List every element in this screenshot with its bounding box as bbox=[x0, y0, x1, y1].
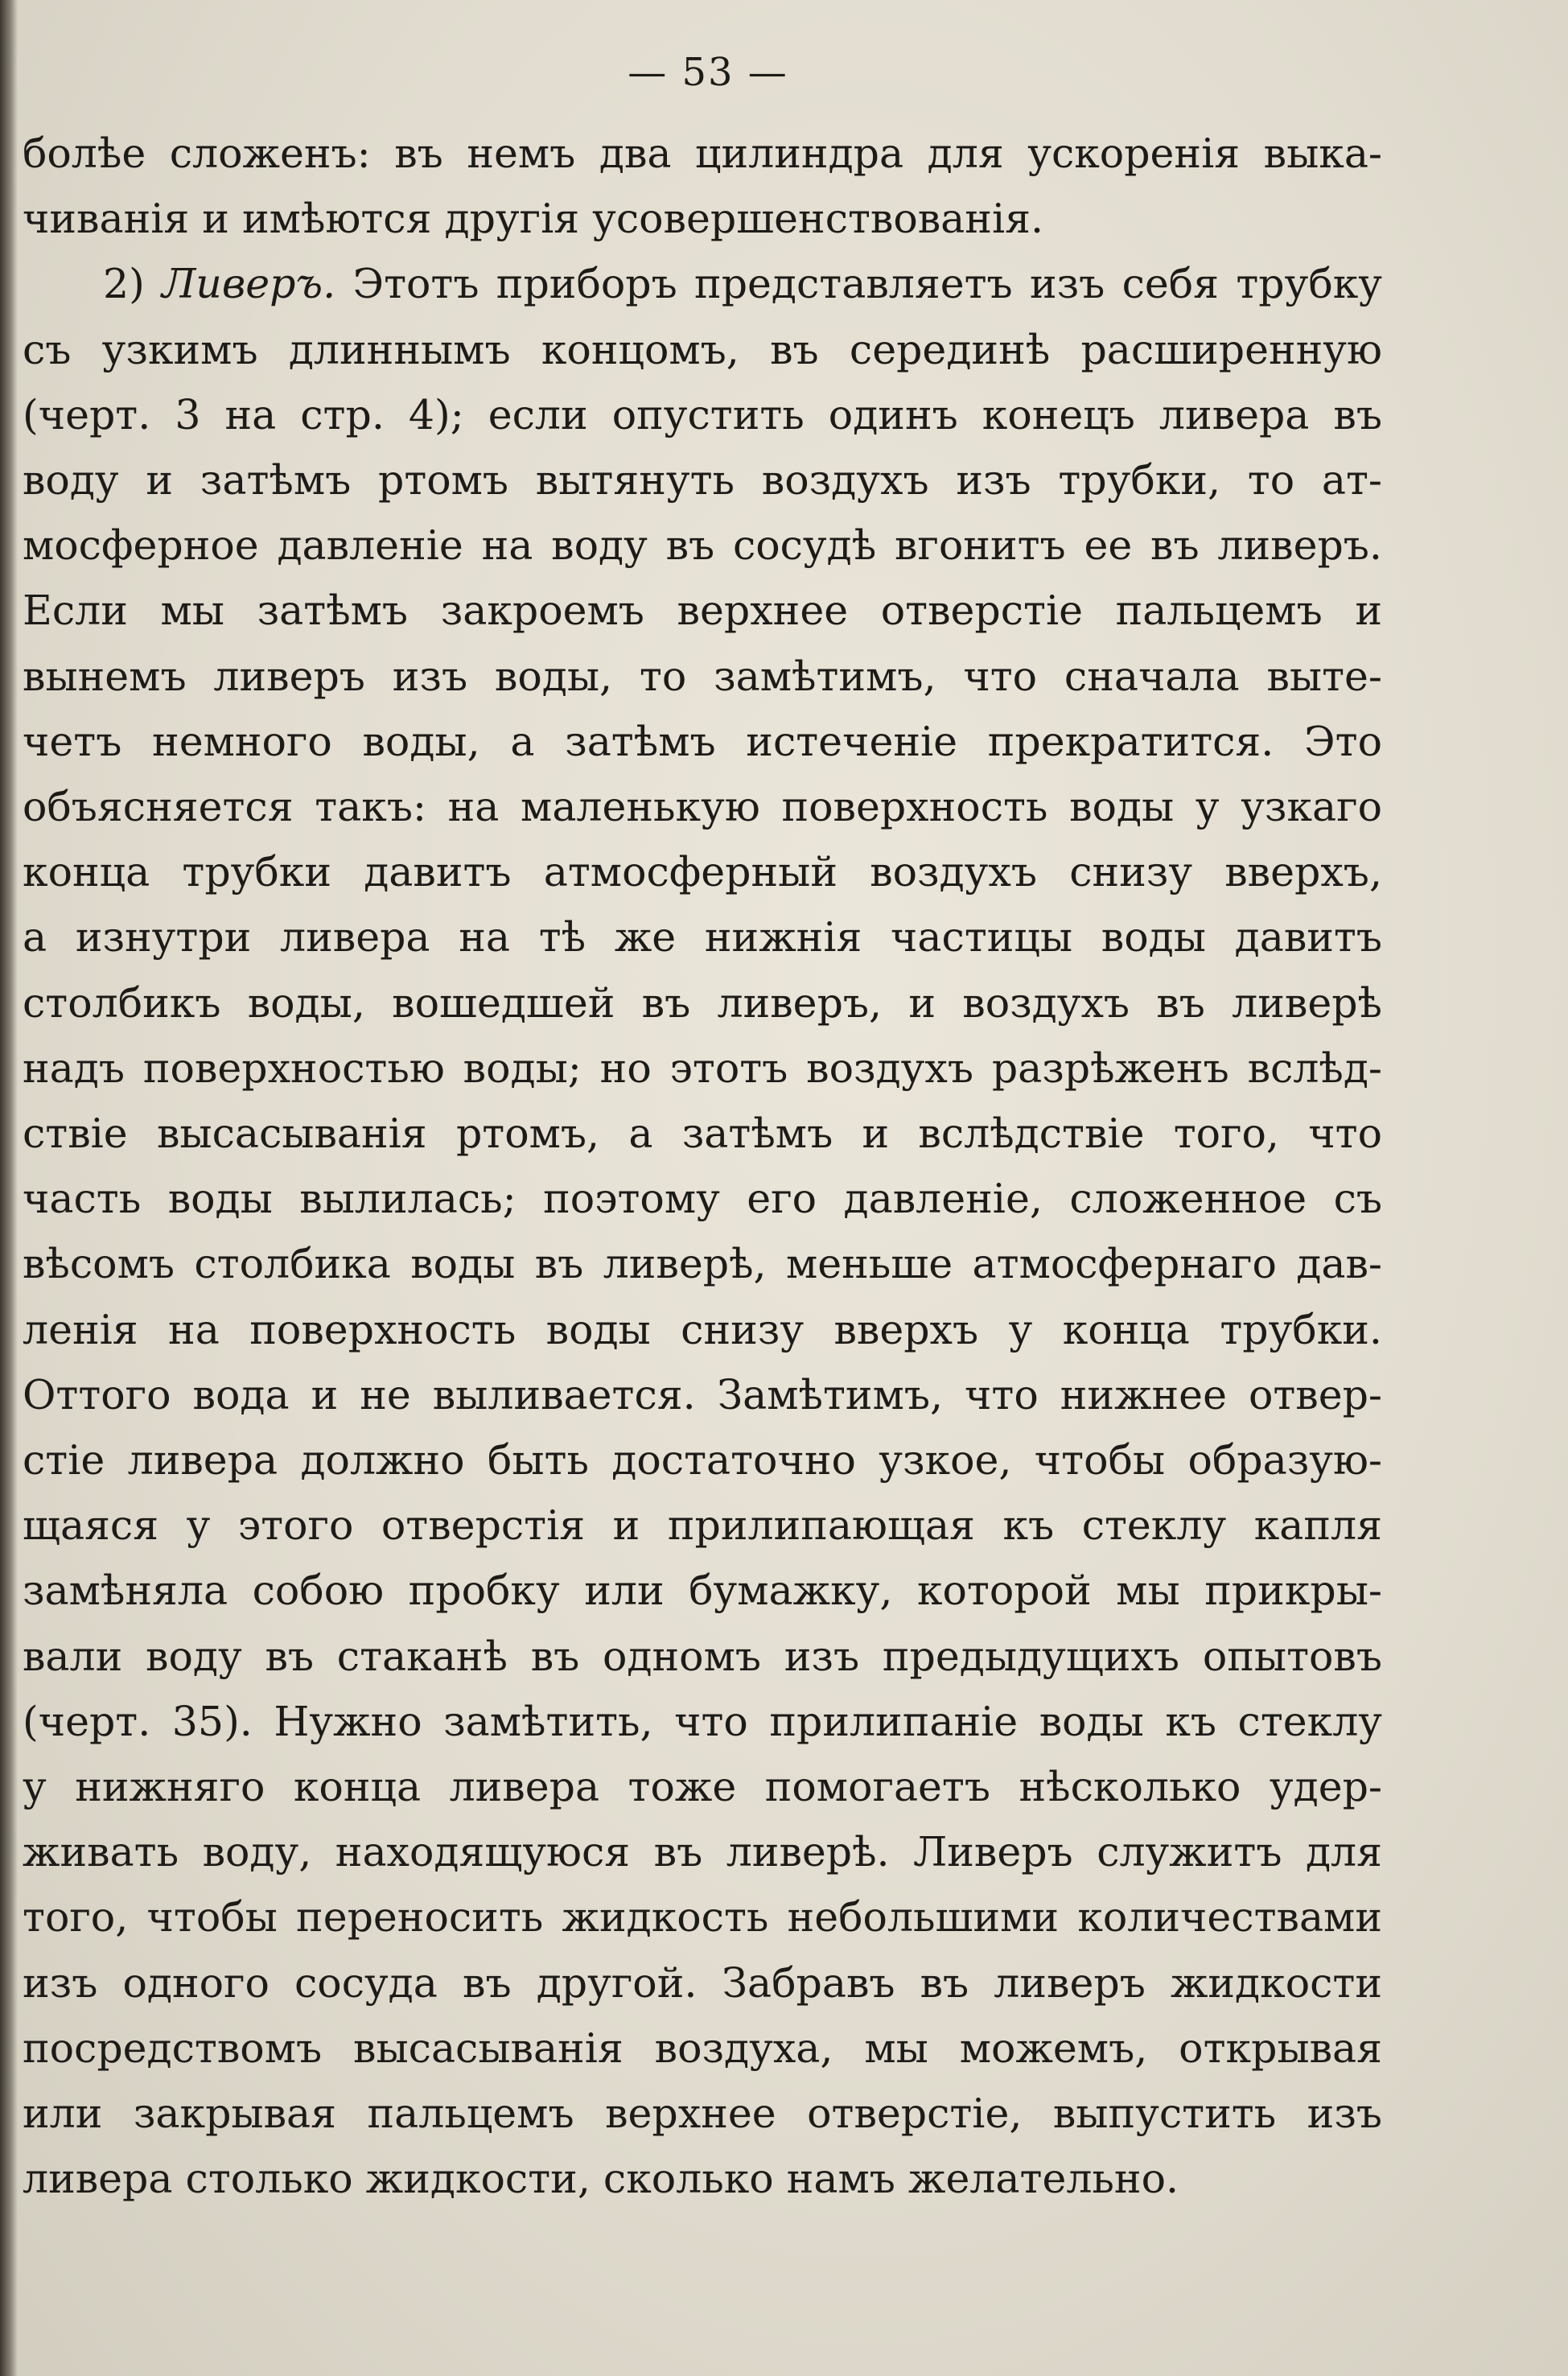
text-line bbox=[23, 904, 1382, 970]
line-text: конца трубки давитъ атмосферный воздухъ снизу вверхъ, bbox=[23, 848, 1382, 896]
text-line bbox=[23, 1101, 1382, 1166]
line-text: а изнутри ливера на тѣ же нижнія частицы воды давитъ bbox=[23, 913, 1382, 962]
term-heading: Ливеръ. bbox=[162, 260, 336, 308]
text-line bbox=[23, 1884, 1382, 1950]
text-line bbox=[23, 1754, 1382, 1819]
text-line bbox=[23, 1427, 1382, 1493]
line-text: вѣсомъ столбика воды въ ливерѣ, меньше атмосфернаго дав- bbox=[23, 1240, 1382, 1288]
text-line bbox=[23, 839, 1382, 904]
text-line bbox=[23, 1036, 1382, 1101]
text-line bbox=[23, 1689, 1382, 1754]
text-line bbox=[23, 447, 1382, 513]
line-text: живать воду, находящуюся въ ливерѣ. Ливеръ служитъ для bbox=[23, 1828, 1382, 1876]
text-line bbox=[23, 2016, 1382, 2081]
line-text: объясняется такъ: на маленькую поверхность воды у узкаго bbox=[23, 783, 1382, 831]
text-line bbox=[23, 1166, 1382, 1231]
line-text: (черт. 3 на стр. 4); если опустить одинъ конецъ ливера въ bbox=[23, 390, 1382, 439]
text-line bbox=[23, 578, 1382, 643]
body-text bbox=[23, 121, 1382, 2212]
line-text: у нижняго конца ливера тоже помогаетъ нѣсколько удер- bbox=[23, 1763, 1382, 1811]
line-text: чиванія и имѣются другія усовершенствованія. bbox=[23, 195, 1044, 243]
text-line bbox=[23, 970, 1382, 1036]
text-line bbox=[23, 382, 1382, 447]
text-line bbox=[23, 1624, 1382, 1689]
text-line bbox=[23, 2081, 1382, 2146]
line-text: вынемъ ливеръ изъ воды, то замѣтимъ, что сначала выте- bbox=[23, 652, 1382, 700]
line-text: Оттого вода и не выливается. Замѣтимъ, что нижнее отвер- bbox=[23, 1370, 1382, 1419]
line-text: часть воды вылилась; поэтому его давленіе, сложенное съ bbox=[23, 1175, 1382, 1223]
text-line bbox=[23, 2146, 1382, 2211]
text-line bbox=[23, 644, 1382, 709]
text-line bbox=[23, 774, 1382, 839]
page-number: — 53 — bbox=[628, 50, 788, 95]
line-text: ленія на поверхность воды снизу вверхъ у конца трубки. bbox=[23, 1305, 1382, 1353]
item-number: 2) bbox=[103, 260, 163, 308]
line-text: ливера столько жидкости, сколько намъ желательно. bbox=[23, 2155, 1179, 2203]
text-line bbox=[23, 251, 1382, 316]
line-text: (черт. 35). Нужно замѣтить, что прилипаніе воды къ стеклу bbox=[23, 1697, 1382, 1745]
line-text: ствіе высасыванія ртомъ, а затѣмъ и вслѣдствіе того, что bbox=[23, 1110, 1382, 1158]
line-text: Этотъ приборъ представляетъ изъ себя трубку bbox=[335, 260, 1382, 308]
line-text: четъ немного воды, а затѣмъ истеченіе прекратится. Это bbox=[23, 717, 1382, 765]
line-text: воду и затѣмъ ртомъ вытянуть воздухъ изъ трубки, то ат- bbox=[23, 456, 1382, 504]
line-text: изъ одного сосуда въ другой. Забравъ въ ливеръ жидкости bbox=[23, 1958, 1382, 2007]
text-line bbox=[23, 1493, 1382, 1558]
text-line bbox=[23, 317, 1382, 382]
text-line bbox=[23, 1297, 1382, 1362]
text-line bbox=[23, 1362, 1382, 1427]
line-text: вали воду въ стаканѣ въ одномъ изъ предыдущихъ опытовъ bbox=[23, 1632, 1382, 1680]
line-text: или закрывая пальцемъ верхнее отверстіе, выпустить изъ bbox=[23, 2090, 1382, 2138]
text-line bbox=[23, 186, 1382, 251]
line-text: замѣняла собою пробку или бумажку, которой мы прикры- bbox=[23, 1567, 1382, 1615]
line-text: Если мы затѣмъ закроемъ верхнее отверстіе пальцемъ и bbox=[23, 587, 1382, 635]
line-text: столбикъ воды, вошедшей въ ливеръ, и воздухъ въ ливерѣ bbox=[23, 978, 1382, 1027]
line-text: щаяся у этого отверстія и прилипающая къ стеклу капля bbox=[23, 1501, 1382, 1550]
text-line bbox=[23, 1819, 1382, 1884]
binding-edge bbox=[0, 0, 18, 2376]
line-text: стіе ливера должно быть достаточно узкое, чтобы образую- bbox=[23, 1436, 1382, 1484]
line-text: мосферное давленіе на воду въ сосудѣ вгонитъ ее въ ливеръ. bbox=[23, 521, 1382, 570]
text-line bbox=[23, 121, 1382, 186]
line-text: того, чтобы переносить жидкость небольшими количествами bbox=[23, 1893, 1382, 1942]
line-text: надъ поверхностью воды; но этотъ воздухъ разрѣженъ вслѣд- bbox=[23, 1044, 1382, 1092]
line-text: съ узкимъ длиннымъ концомъ, въ серединѣ расширенную bbox=[23, 325, 1382, 373]
text-line bbox=[23, 1231, 1382, 1296]
text-line bbox=[23, 1950, 1382, 2016]
line-text: болѣе сложенъ: въ немъ два цилиндра для ускоренія выка- bbox=[23, 130, 1382, 177]
text-line bbox=[23, 1558, 1382, 1623]
line-text: посредствомъ высасыванія воздуха, мы можемъ, открывая bbox=[23, 2024, 1382, 2072]
text-line bbox=[23, 709, 1382, 774]
text-line bbox=[23, 513, 1382, 578]
